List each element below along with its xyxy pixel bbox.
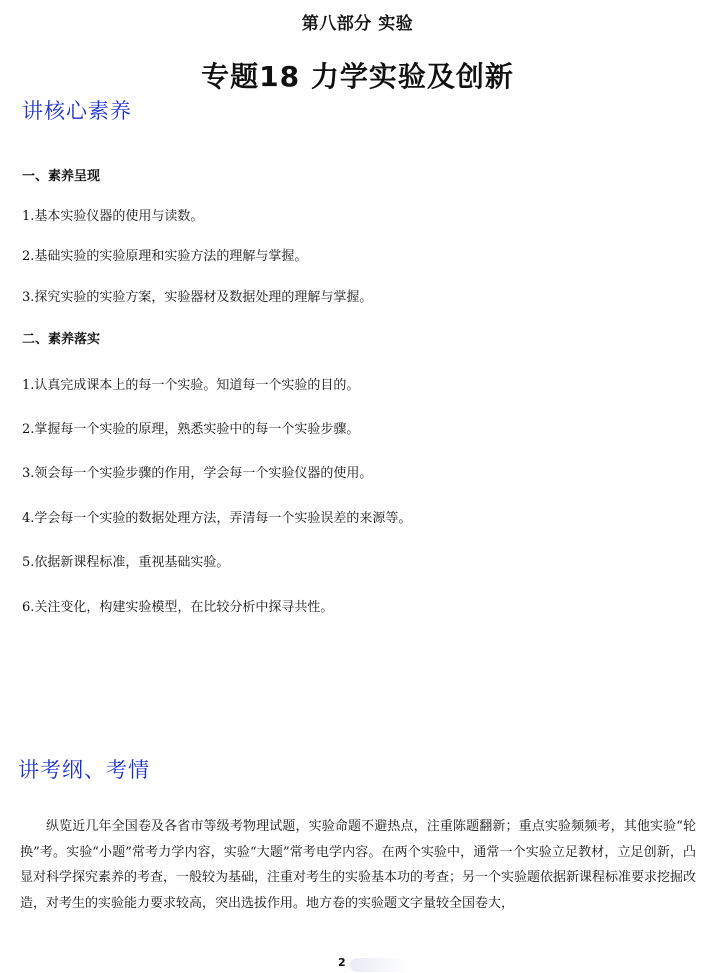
exam-overview-paragraph: 纵览近几年全国卷及各省市等级考物理试题，实验命题不避热点，注重陈题翻新；重点实验频频考，其他实验“轮换”考。实验“小题”常考力学内容，实验“大题”常考电学内容。在两个实验中，通常一个实验立足教材，立足创新，凸显对科学探究素养的考查，一般较为基础，注重对考生的实验基本功的考查；另一个实验题依据新课程标准要求挖掘改造，对考生的实验能力要求较高，突出选拔作用。地方卷的实验题文字量较全国卷大， (20, 819, 697, 911)
section-1-title: 一、素养呈现 (22, 169, 101, 184)
page-number: 2 (338, 956, 346, 969)
part-title: 第八部分 实验 (301, 14, 414, 34)
section-2-item: 4.学会每一个实验的数据处理方法，弄清每一个实验误差的来源等。 (22, 511, 412, 526)
section-1-item: 1.基本实验仪器的使用与读数。 (22, 209, 204, 224)
section-1-item: 3.探究实验的实验方案，实验器材及数据处理的理解与掌握。 (22, 290, 373, 305)
core-literacy-heading: 讲核心素养 (22, 99, 132, 123)
section-2-item: 2.掌握每一个实验的原理，熟悉实验中的每一个实验步骤。 (22, 422, 360, 437)
section-2-title: 二、素养落实 (22, 332, 101, 347)
topic-title: 专题18 力学实验及创新 (201, 60, 514, 93)
section-2-item: 6.关注变化，构建实验模型，在比较分析中探寻共性。 (22, 600, 334, 615)
section-1-item: 2.基础实验的实验原理和实验方法的理解与掌握。 (22, 249, 308, 264)
section-2-item: 1.认真完成课本上的每一个实验。知道每一个实验的目的。 (22, 378, 360, 393)
exam-outline-heading: 讲考纲、考情 (18, 758, 150, 782)
section-2-item: 5.依据新课程标准，重视基础实验。 (22, 555, 230, 570)
section-2-item: 3.领会每一个实验步骤的作用，学会每一个实验仪器的使用。 (22, 466, 373, 481)
footer-decoration (350, 958, 410, 972)
